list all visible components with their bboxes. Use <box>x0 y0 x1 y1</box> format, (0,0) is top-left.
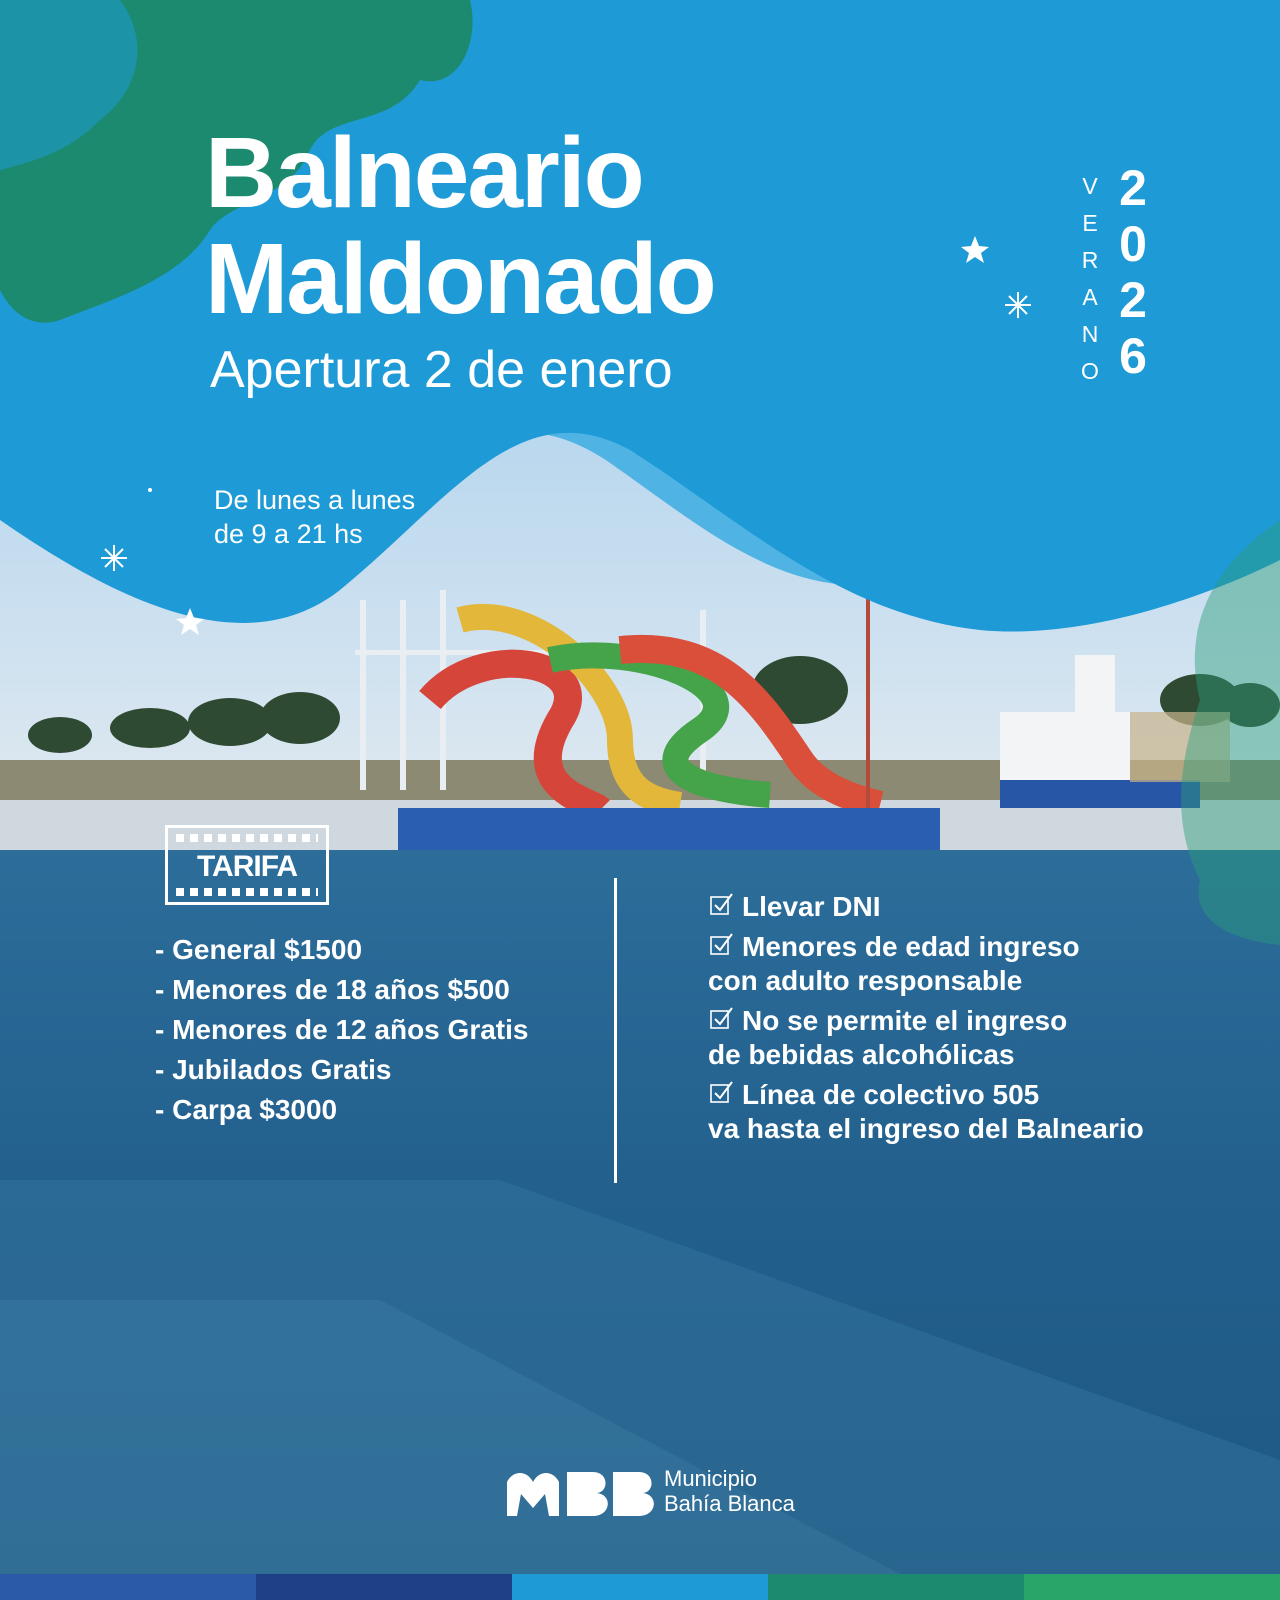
title-line-1: Balneario <box>205 117 643 229</box>
logo-line-1: Municipio <box>664 1466 757 1491</box>
rule-line-2: con adulto responsable <box>708 965 1023 996</box>
fee-item: - General $1500 <box>155 934 363 965</box>
rule-line-1: Llevar DNI <box>742 891 881 922</box>
color-bar-2 <box>256 1574 512 1600</box>
checkmark-icon <box>710 932 734 956</box>
opening-date: Apertura 2 de enero <box>210 341 673 399</box>
ticket-strip-bottom <box>176 888 318 896</box>
season-letter: V <box>1082 173 1098 199</box>
schedule <box>214 483 415 551</box>
season-letter: N <box>1081 321 1099 347</box>
fee-item: - Jubilados Gratis <box>155 1054 392 1085</box>
color-bar-4 <box>768 1574 1024 1600</box>
rule-line-2: de bebidas alcohólicas <box>708 1039 1015 1070</box>
fee-item: - Menores de 18 años $500 <box>155 974 510 1005</box>
fee-list <box>155 930 528 1130</box>
fee-item: - Menores de 12 años Gratis <box>155 1014 529 1045</box>
tarifa-ticket <box>165 825 329 905</box>
rule-line-1: No se permite el ingreso <box>742 1005 1068 1036</box>
rule-item <box>708 890 1144 924</box>
rule-line-1: Menores de edad ingreso <box>742 931 1080 962</box>
rule-line-1: Línea de colectivo 505 <box>742 1079 1040 1110</box>
column-divider <box>614 878 617 1183</box>
rule-line-2: va hasta el ingreso del Balneario <box>708 1113 1144 1144</box>
ticket-strip-top <box>176 834 318 842</box>
year-digit: 2 <box>1119 160 1147 216</box>
color-bar-3 <box>512 1574 768 1600</box>
checkmark-icon <box>710 892 734 916</box>
color-bar-1 <box>0 1574 256 1600</box>
checkmark-icon <box>710 1006 734 1030</box>
rules-list <box>708 890 1144 1152</box>
season-letter: R <box>1081 247 1099 273</box>
season-letter: E <box>1082 210 1098 236</box>
municipality-name <box>664 1466 795 1516</box>
year-digit: 2 <box>1119 272 1147 328</box>
color-bar-5 <box>1024 1574 1280 1600</box>
schedule-line-1: De lunes a lunes <box>214 485 416 515</box>
season-word <box>1080 168 1100 390</box>
fee-item: - Carpa $3000 <box>155 1094 338 1125</box>
season-year <box>1108 160 1158 384</box>
year-digit: 0 <box>1119 216 1147 272</box>
title-line-2: Maldonado <box>205 223 715 335</box>
page-title <box>205 117 715 335</box>
rule-item <box>708 1004 1144 1072</box>
year-digit: 6 <box>1119 328 1147 384</box>
rule-item <box>708 930 1144 998</box>
checkmark-icon <box>710 1080 734 1104</box>
season-letter: O <box>1081 358 1099 384</box>
schedule-line-2: de 9 a 21 hs <box>214 519 363 549</box>
logo-line-2: Bahía Blanca <box>664 1491 795 1516</box>
season-letter: A <box>1082 284 1098 310</box>
rule-item <box>708 1078 1144 1146</box>
tarifa-label: TARIFA <box>196 850 298 883</box>
